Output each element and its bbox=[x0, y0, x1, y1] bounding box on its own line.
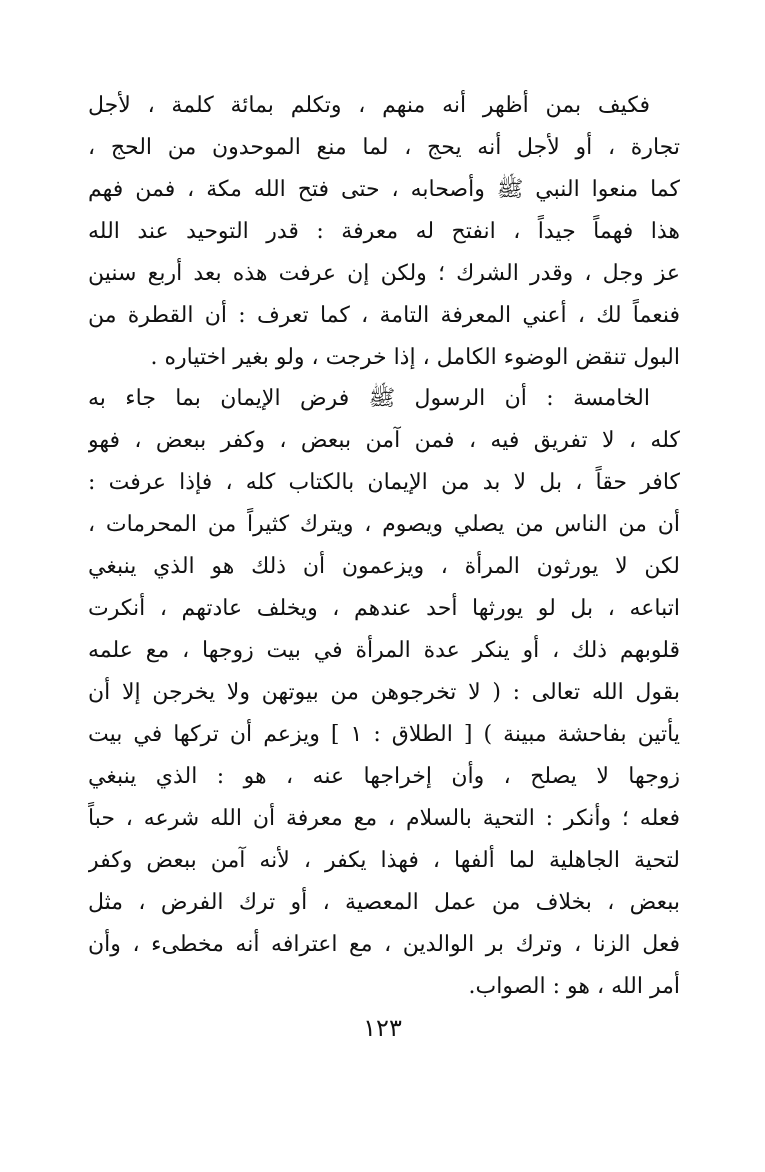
text-line: فكيف بمن أظهر أنه منهم ، وتكلم بمائة كلمة ، لأجل bbox=[88, 93, 650, 118]
text-line: لتحية الجاهلية لما ألفها ، فهذا يكفر ، لأنه آمن ببعض وكفر bbox=[88, 848, 680, 873]
page-number: ١٢٣ bbox=[363, 1014, 402, 1042]
text-line: كافر حقاً ، بل لا بد من الإيمان بالكتاب كله ، فإذا عرفت : bbox=[88, 470, 680, 495]
text-line: عز وجل ، وقدر الشرك ؛ ولكن إن عرفت هذه بعد أربع سنين bbox=[88, 261, 680, 286]
text-line: بقول الله تعالى : ( لا تخرجوهن من بيوتهن ولا يخرجن إلا أن bbox=[88, 680, 680, 705]
text-line: الخامسة : أن الرسول ﷺ فرض الإيمان بما جاء به bbox=[88, 386, 650, 411]
text-line: فعل الزنا ، وترك بر الوالدين ، مع اعترافه أنه مخطىء ، وأن bbox=[88, 932, 680, 957]
text-line: يأتين بفاحشة مبينة ) [ الطلاق : ١ ] ويزعم أن تركها في بيت bbox=[88, 722, 680, 747]
text-line: أن من الناس من يصلي ويصوم ، ويترك كثيراً من المحرمات ، bbox=[88, 512, 680, 537]
text-line: كله ، لا تفريق فيه ، فمن آمن ببعض ، وكفر ببعض ، فهو bbox=[88, 428, 680, 453]
text-line: البول تنقض الوضوء الكامل ، إذا خرجت ، ولو بغير اختياره . bbox=[150, 345, 680, 370]
text-line: فعله ؛ وأنكر : التحية بالسلام ، مع معرفة أن الله شرعه ، حباً bbox=[88, 806, 680, 831]
text-line: أمر الله ، هو : الصواب. bbox=[468, 974, 680, 999]
text-line: ببعض ، بخلاف من عمل المعصية ، أو ترك الفرض ، مثل bbox=[88, 890, 680, 915]
text-line: اتباعه ، بل لو يورثها أحد عندهم ، ويخلف عادتهم ، أنكرت bbox=[88, 596, 680, 621]
text-line: هذا فهماً جيداً ، انفتح له معرفة : قدر التوحيد عند الله bbox=[88, 219, 680, 244]
text-line: لكن لا يورثون المرأة ، ويزعمون أن ذلك هو الذي ينبغي bbox=[88, 554, 680, 579]
text-line: قلوبهم ذلك ، أو ينكر عدة المرأة في بيت زوجها ، مع علمه bbox=[88, 638, 680, 663]
text-line: كما منعوا النبي ﷺ وأصحابه ، حتى فتح الله مكة ، فمن فهم bbox=[88, 177, 680, 202]
paragraph-1 bbox=[88, 85, 680, 379]
text-line: فنعماً لك ، أعني المعرفة التامة ، كما تعرف : أن القطرة من bbox=[88, 303, 680, 328]
text-line: زوجها لا يصلح ، وأن إخراجها عنه ، هو : الذي ينبغي bbox=[88, 764, 680, 789]
paragraph-2 bbox=[88, 378, 680, 1008]
text-line: تجارة ، أو لأجل أنه يحج ، لما منع الموحدون من الحج ، bbox=[88, 135, 680, 160]
